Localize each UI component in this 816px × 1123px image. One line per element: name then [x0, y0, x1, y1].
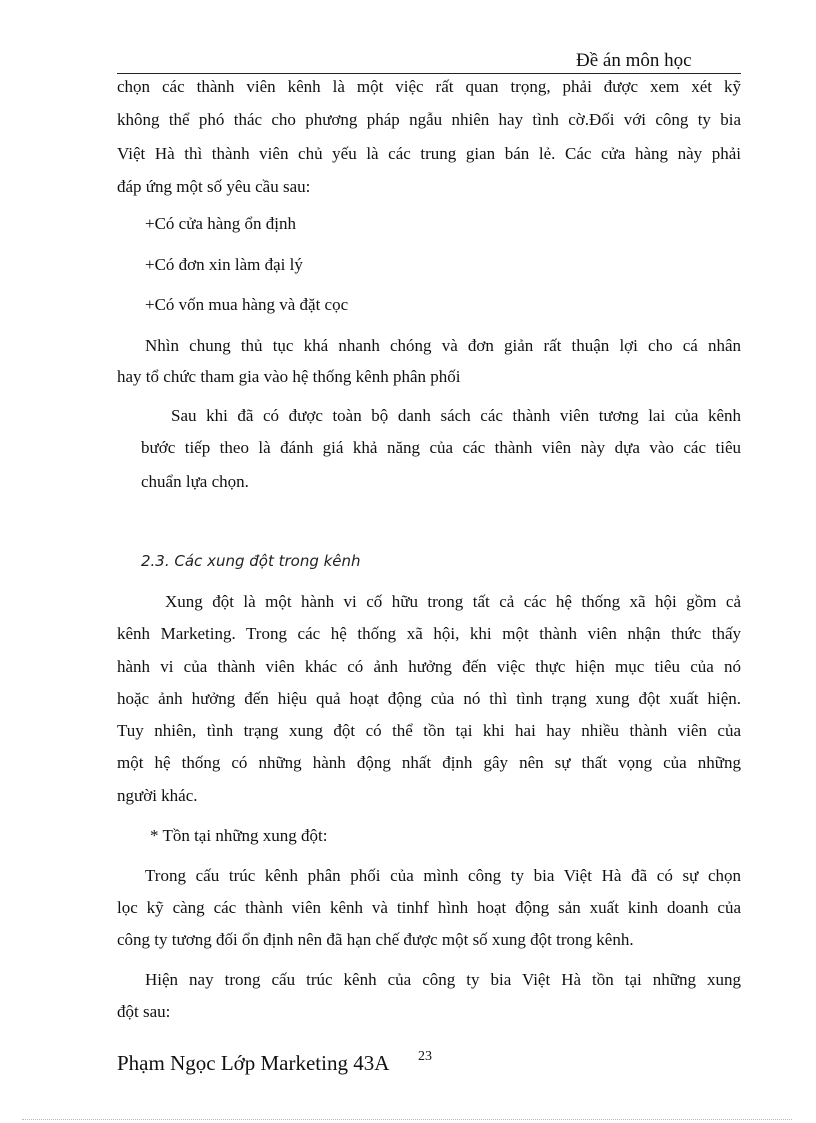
paragraph-line: lọc kỹ càng các thành viên kênh và tinhf hình hoạt động sản xuất kinh doanh của	[117, 898, 741, 917]
paragraph-line: Nhìn chung thủ tục khá nhanh chóng và đơn giản rất thuận lợi cho cá nhân	[145, 336, 741, 355]
paragraph-line: Tuy nhiên, tình trạng xung đột có thể tồn tại khi hai hay nhiều thành viên của	[117, 721, 741, 740]
paragraph-line: người khác.	[117, 786, 198, 805]
bottom-dotted-rule	[22, 1119, 792, 1120]
paragraph-line: Sau khi đã có được toàn bộ danh sách các thành viên tương lai của kênh	[171, 406, 741, 425]
paragraph-line: đáp ứng một số yêu cầu sau:	[117, 177, 311, 196]
paragraph-line: Xung đột là một hành vi cố hữu trong tất cả các hệ thống xã hội gồm cả	[165, 592, 741, 611]
header-title: Đề án môn học	[576, 50, 692, 71]
paragraph-line: Trong cấu trúc kênh phân phối của mình công ty bia Việt Hà đã có sự chọn	[145, 866, 741, 885]
page-number: 23	[418, 1049, 432, 1064]
paragraph-line: hay tổ chức tham gia vào hệ thống kênh phân phối	[117, 367, 461, 386]
paragraph-line: công ty tương đối ổn định nên đã hạn chế được một số xung đột trong kênh.	[117, 930, 634, 949]
list-item: +Có vốn mua hàng và đặt cọc	[145, 295, 349, 314]
paragraph-line: một hệ thống có những hành động nhất định gây nên sự thất vọng của những	[117, 753, 741, 772]
list-item: +Có cửa hàng ổn định	[145, 214, 296, 233]
paragraph-line: chuẩn lựa chọn.	[141, 472, 249, 491]
paragraph-line: Hiện nay trong cấu trúc kênh của công ty bia Việt Hà tồn tại những xung	[145, 970, 741, 989]
paragraph-line: hành vi của thành viên khác có ảnh hưởng đến việc thực hiện mục tiêu của nó	[117, 657, 741, 676]
list-item: +Có đơn xin làm đại lý	[145, 255, 303, 274]
paragraph-line: Việt Hà thì thành viên chủ yếu là các trung gian bán lẻ. Các cửa hàng này phải	[117, 144, 741, 163]
footer-author: Phạm Ngọc Lớp Marketing 43A	[117, 1051, 390, 1075]
paragraph-line: chọn các thành viên kênh là một việc rất quan trọng, phải được xem xét kỹ	[117, 77, 741, 96]
subheading: * Tồn tại những xung đột:	[150, 826, 328, 845]
paragraph-line: không thể phó thác cho phương pháp ngẫu nhiên hay tình cờ.Đối với công ty bia	[117, 110, 741, 129]
paragraph-line: đột sau:	[117, 1002, 171, 1021]
header-rule	[117, 73, 741, 74]
section-heading: 2.3. Các xung đột trong kênh	[141, 552, 361, 570]
paragraph-line: kênh Marketing. Trong các hệ thống xã hội, khi một thành viên nhận thức thấy	[117, 624, 741, 643]
paragraph-line: bước tiếp theo là đánh giá khả năng của các thành viên này dựa vào các tiêu	[141, 438, 741, 457]
paragraph-line: hoặc ảnh hưởng đến hiệu quả hoạt động của nó thì tình trạng xung đột xuất hiện.	[117, 689, 741, 708]
